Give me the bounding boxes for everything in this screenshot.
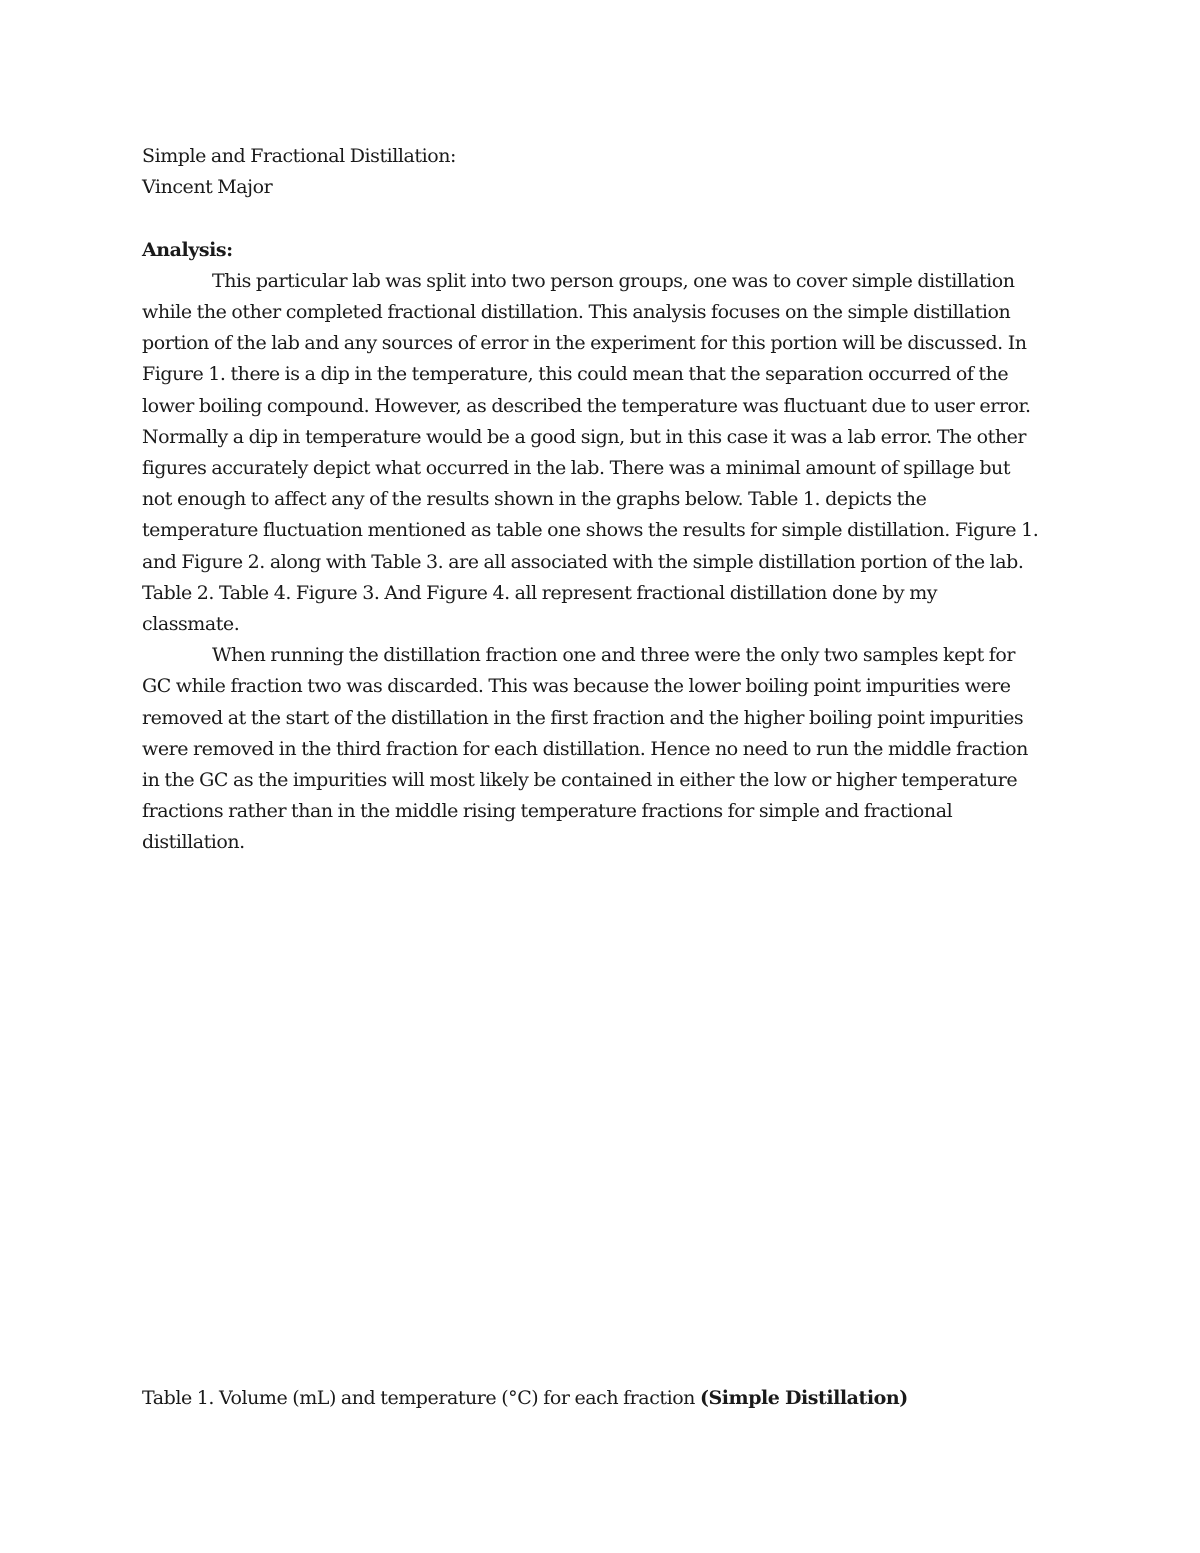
- analysis-paragraph-1: [142, 266, 1067, 640]
- paragraph-line: fractions rather than in the middle rising temperature fractions for simple and fractional: [142, 800, 953, 823]
- document-body: [142, 141, 1067, 859]
- paragraph-line: distillation.: [142, 831, 245, 854]
- table-caption-text: Table 1. Volume (mL) and temperature (°C) for each fraction: [142, 1387, 700, 1409]
- section-heading-analysis: Analysis:: [142, 238, 233, 261]
- document-title: Simple and Fractional Distillation:: [142, 145, 456, 167]
- paragraph-line: were removed in the third fraction for each distillation. Hence no need to run the middle fraction: [142, 737, 1028, 760]
- paragraph-line: GC while fraction two was discarded. This was because the lower boiling point impurities were: [142, 675, 1011, 698]
- paragraph-line: figures accurately depict what occurred in the lab. There was a minimal amount of spillage but: [142, 457, 1011, 480]
- paragraph-line: temperature fluctuation mentioned as table one shows the results for simple distillation. Figure 1.: [142, 519, 1039, 542]
- paragraph-line: This particular lab was split into two person groups, one was to cover simple distillation: [212, 269, 1015, 292]
- analysis-paragraph-2: [142, 640, 1067, 858]
- paragraph-line: removed at the start of the distillation in the first fraction and the higher boiling point impurities: [142, 706, 1024, 729]
- table-caption-bold: (Simple Distillation): [699, 1387, 908, 1409]
- paragraph-line: in the GC as the impurities will most likely be contained in either the low or higher temperature: [142, 769, 1018, 792]
- paragraph-line: Figure 1. there is a dip in the temperature, this could mean that the separation occurred of the: [142, 363, 1009, 386]
- paragraph-line: When running the distillation fraction one and three were the only two samples kept for: [212, 644, 1015, 667]
- paragraph-line: classmate.: [142, 613, 240, 636]
- paragraph-line: not enough to affect any of the results shown in the graphs below. Table 1. depicts the: [142, 488, 927, 511]
- table-caption: [142, 1383, 908, 1414]
- blank-line: [142, 203, 1067, 234]
- paragraph-line: Normally a dip in temperature would be a good sign, but in this case it was a lab error. The other: [142, 425, 1027, 448]
- document-author: Vincent Major: [142, 176, 273, 199]
- paragraph-line: and Figure 2. along with Table 3. are all associated with the simple distillation portion of the lab.: [142, 550, 1024, 573]
- paragraph-line: portion of the lab and any sources of error in the experiment for this portion will be discussed. In: [142, 332, 1027, 355]
- paragraph-line: while the other completed fractional distillation. This analysis focuses on the simple distillation: [142, 301, 1011, 323]
- paragraph-line: Table 2. Table 4. Figure 3. And Figure 4. all represent fractional distillation done by my: [142, 581, 938, 604]
- paragraph-line: lower boiling compound. However, as described the temperature was fluctuant due to user error.: [142, 394, 1031, 417]
